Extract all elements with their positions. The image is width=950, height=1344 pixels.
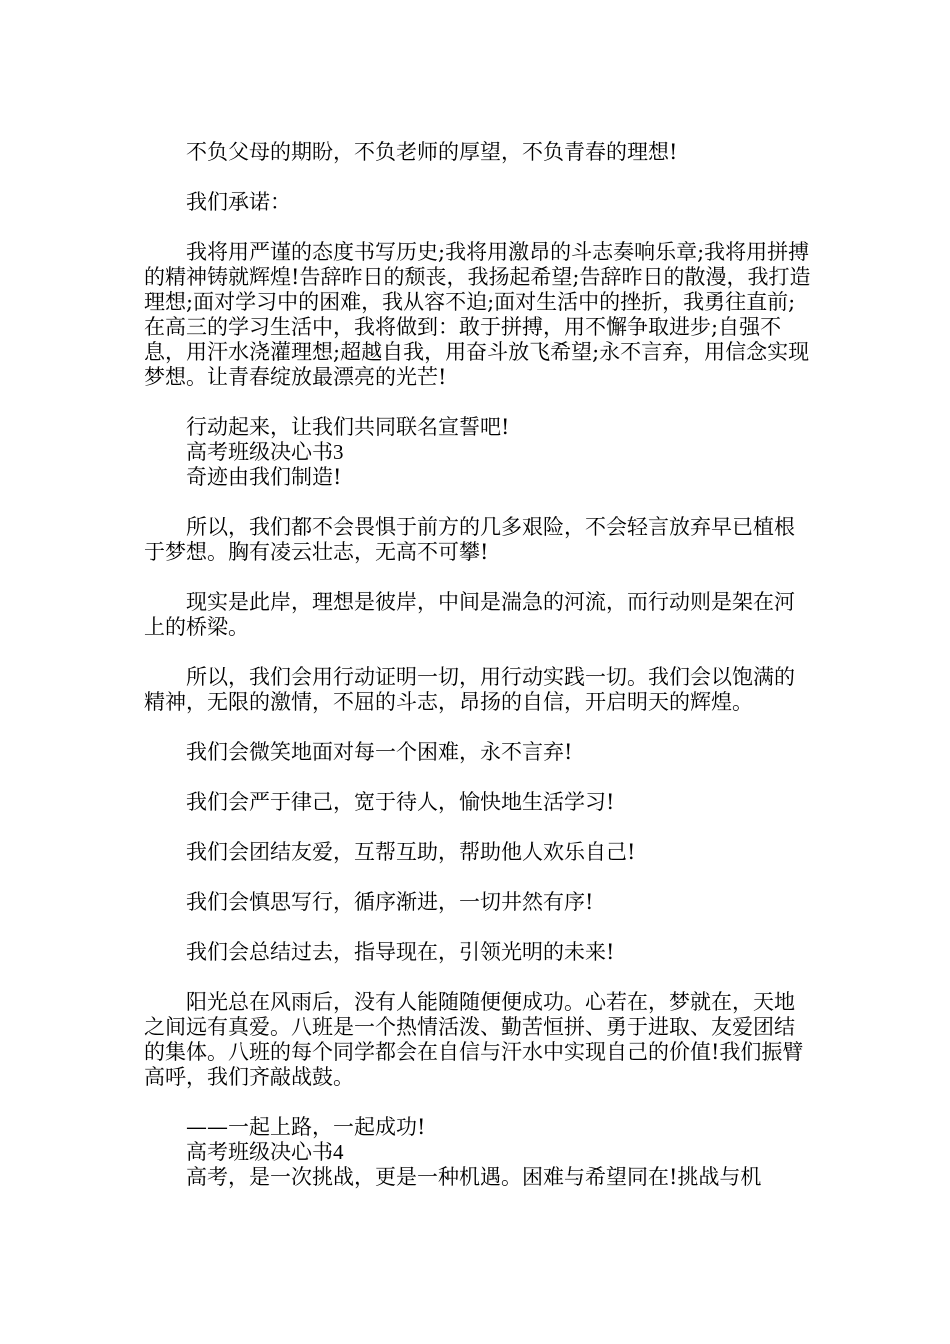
paragraph-10: 我们会严于律己，宽于待人，愉快地生活学习! xyxy=(186,790,615,814)
paragraph-12: 我们会慎思写行，循序渐进，一切井然有序! xyxy=(186,890,594,914)
paragraph-13: 我们会总结过去，指导现在，引领光明的未来! xyxy=(186,940,615,964)
paragraph-6: 所以，我们都不会畏惧于前方的几多艰险，不会轻言放弃早已植根于梦想。胸有凌云壮志，无高不可攀! xyxy=(144,515,795,564)
paragraph-16: 高考，是一次挑战，更是一种机遇。困难与希望同在!挑战与机 xyxy=(186,1165,762,1189)
paragraph-15: ——一起上路，一起成功! xyxy=(186,1115,426,1139)
document-page xyxy=(144,140,812,1190)
paragraph-1: 不负父母的期盼，不负老师的厚望，不负青春的理想! xyxy=(186,140,678,164)
paragraph-7: 现实是此岸，理想是彼岸，中间是湍急的河流，而行动则是架在河上的桥梁。 xyxy=(144,590,795,639)
paragraph-4: 行动起来，让我们共同联名宣誓吧! xyxy=(186,415,510,439)
paragraph-14: 阳光总在风雨后，没有人能随随便便成功。心若在，梦就在，天地之间远有真爱。八班是一个热情活泼、勤苦恒拼、勇于进取、友爱团结的集体。八班的每个同学都会在自信与汗水中实现自己的价值!我们振臂高呼，我们齐敲战鼓。 xyxy=(144,990,804,1089)
paragraph-2: 我们承诺： xyxy=(186,190,291,214)
paragraph-8: 所以，我们会用行动证明一切，用行动实践一切。我们会以饱满的精神，无限的激情，不屈的斗志，昂扬的自信，开启明天的辉煌。 xyxy=(144,665,795,714)
paragraph-5: 奇迹由我们制造! xyxy=(186,465,342,489)
paragraph-9: 我们会微笑地面对每一个困难，永不言弃! xyxy=(186,740,573,764)
paragraph-11: 我们会团结友爱，互帮互助，帮助他人欢乐自己! xyxy=(186,840,636,864)
section-heading-3: 高考班级决心书3 xyxy=(186,440,344,464)
paragraph-3: 我将用严谨的态度书写历史;我将用激昂的斗志奏响乐章;我将用拼搏的精神铸就辉煌!告辞昨日的颓丧，我扬起希望;告辞昨日的散漫，我打造理想;面对学习中的困难，我从容不迫;面对生活中的挫折，我勇往直前;在高三的学习生活中，我将做到：敢于拼搏，用不懈争取进步;自强不息，用汗水浇灌理想;超越自我，用奋斗放飞希望;永不言弃，用信念实现梦想。让青春绽放最漂亮的光芒! xyxy=(144,240,811,389)
section-heading-4: 高考班级决心书4 xyxy=(186,1140,344,1164)
